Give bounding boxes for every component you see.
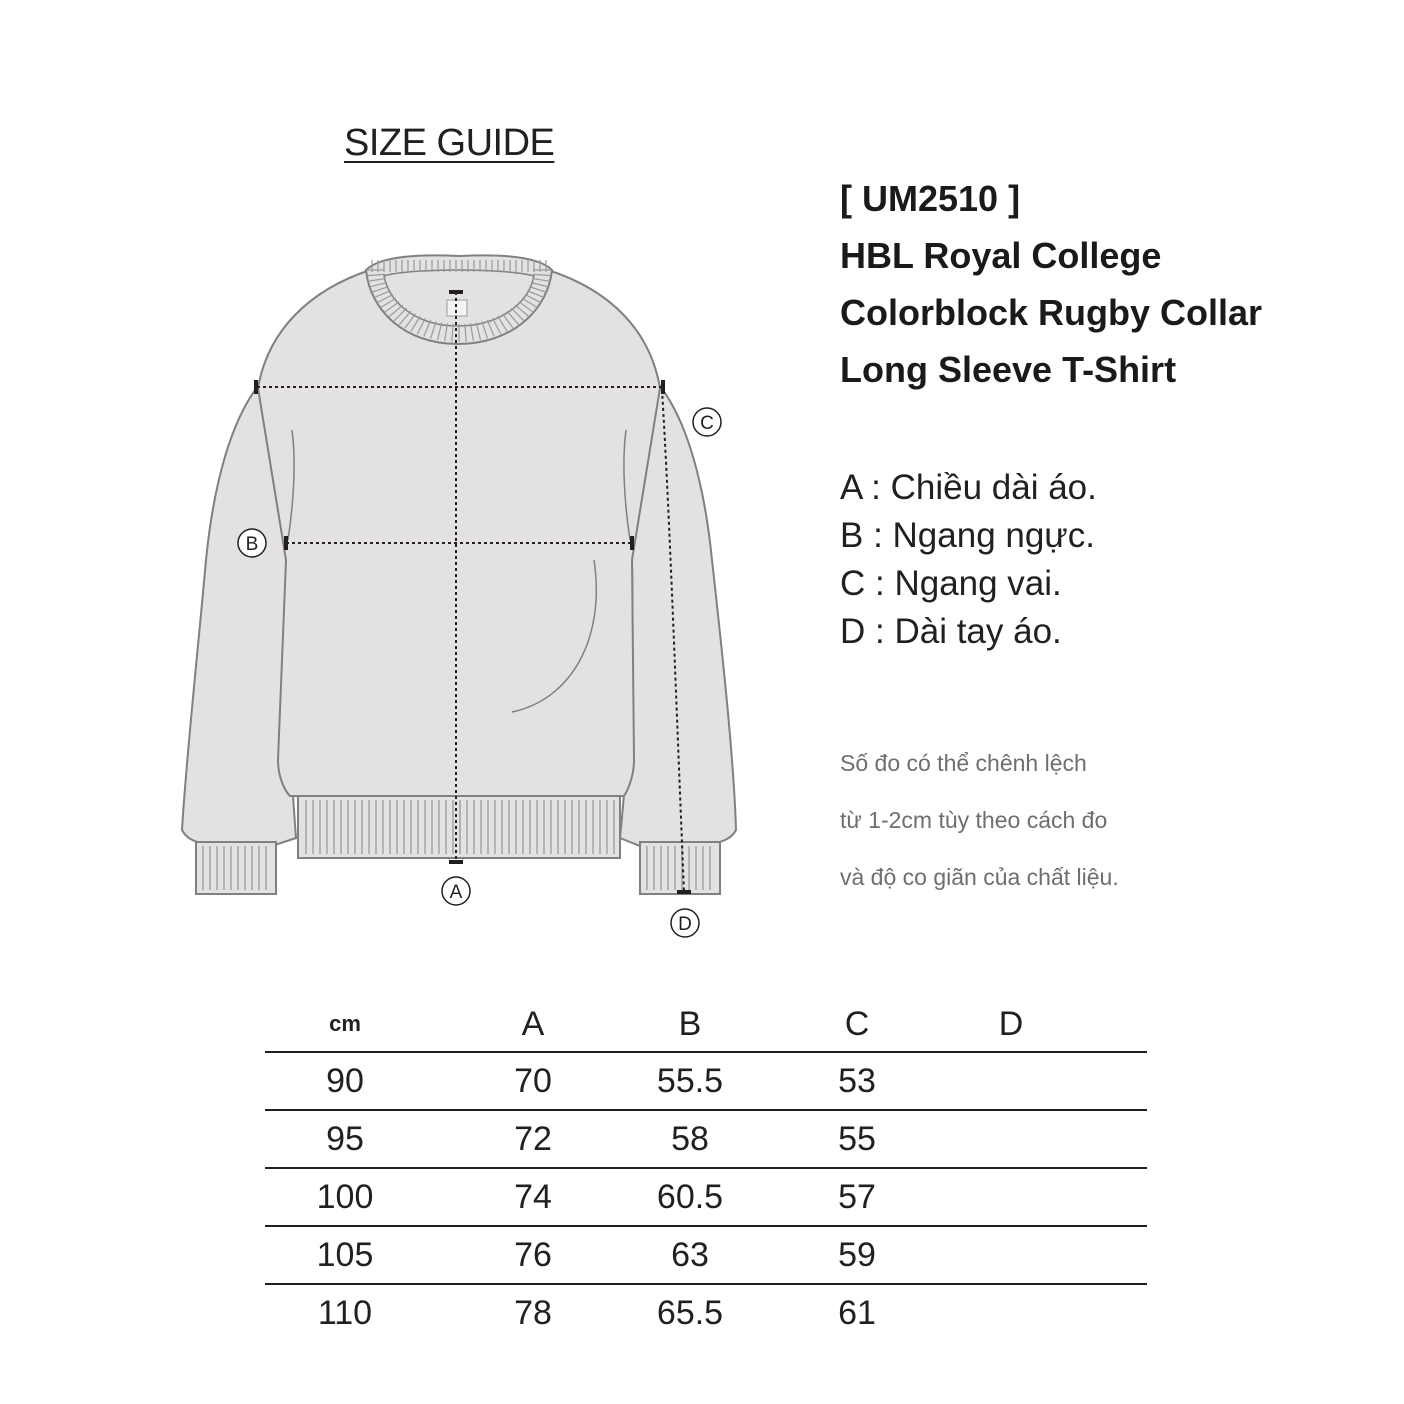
- legend-item-b: B : Ngang ngực.: [840, 516, 1095, 555]
- cell-a: 76: [514, 1236, 552, 1274]
- table-header-row: [265, 996, 1147, 1051]
- size-table: [265, 996, 1147, 1341]
- cell-c: 55: [838, 1120, 876, 1158]
- marker-c: [693, 408, 721, 436]
- cell-size: 90: [326, 1062, 364, 1100]
- neck-label: [447, 300, 467, 316]
- cell-c: 61: [838, 1294, 876, 1332]
- cell-b: 58: [671, 1120, 709, 1158]
- svg-text:C: C: [700, 413, 714, 434]
- product-name-line: Colorblock Rugby Collar: [840, 292, 1263, 333]
- note-line: và độ co giãn của chất liệu.: [840, 864, 1119, 890]
- cell-b: 55.5: [656, 1062, 724, 1100]
- right-cuff: [640, 842, 720, 894]
- cell-size: 110: [317, 1294, 373, 1332]
- cell-c: 53: [838, 1062, 876, 1100]
- table-row: [265, 1167, 1147, 1225]
- legend-item-d: D : Dài tay áo.: [840, 612, 1062, 651]
- cell-c: 59: [838, 1236, 876, 1274]
- marker-b: [238, 529, 266, 557]
- table-row: [265, 1109, 1147, 1167]
- cell-a: 74: [514, 1178, 552, 1216]
- legend-item-a: A : Chiều dài áo.: [840, 468, 1097, 507]
- cell-a: 70: [514, 1062, 552, 1100]
- legend-item-c: C : Ngang vai.: [840, 564, 1062, 603]
- header-c: C: [844, 1005, 870, 1043]
- marker-d: [671, 909, 699, 937]
- product-name-line: HBL Royal College: [840, 235, 1162, 276]
- table-row: [265, 1225, 1147, 1283]
- cell-size: 105: [316, 1236, 374, 1274]
- product-name-line: Long Sleeve T-Shirt: [840, 349, 1177, 390]
- cell-b: 63: [671, 1236, 709, 1274]
- table-row: [265, 1051, 1147, 1109]
- header-d: D: [998, 1005, 1024, 1043]
- header-a: A: [521, 1005, 545, 1043]
- sweater-body: [258, 270, 660, 796]
- note-line: Số đo có thể chênh lệch: [840, 750, 1087, 776]
- cell-b: 60.5: [656, 1178, 724, 1216]
- marker-a: [442, 877, 470, 905]
- size-guide-title: SIZE GUIDE: [344, 122, 555, 164]
- cell-size: 95: [326, 1120, 364, 1158]
- cell-a: 78: [514, 1294, 552, 1332]
- svg-text:D: D: [678, 914, 692, 935]
- cell-size: 100: [316, 1178, 374, 1216]
- left-cuff: [196, 842, 276, 894]
- note-line: từ 1-2cm tùy theo cách đo: [840, 807, 1108, 833]
- cell-c: 57: [838, 1178, 876, 1216]
- header-b: B: [678, 1005, 702, 1043]
- svg-text:B: B: [245, 534, 259, 555]
- cell-a: 72: [514, 1120, 552, 1158]
- cell-b: 65.5: [656, 1294, 724, 1332]
- svg-text:A: A: [449, 882, 463, 903]
- product-code: [ UM2510 ]: [840, 178, 1021, 219]
- header-unit: cm: [329, 1011, 361, 1036]
- table-row: [265, 1283, 1147, 1341]
